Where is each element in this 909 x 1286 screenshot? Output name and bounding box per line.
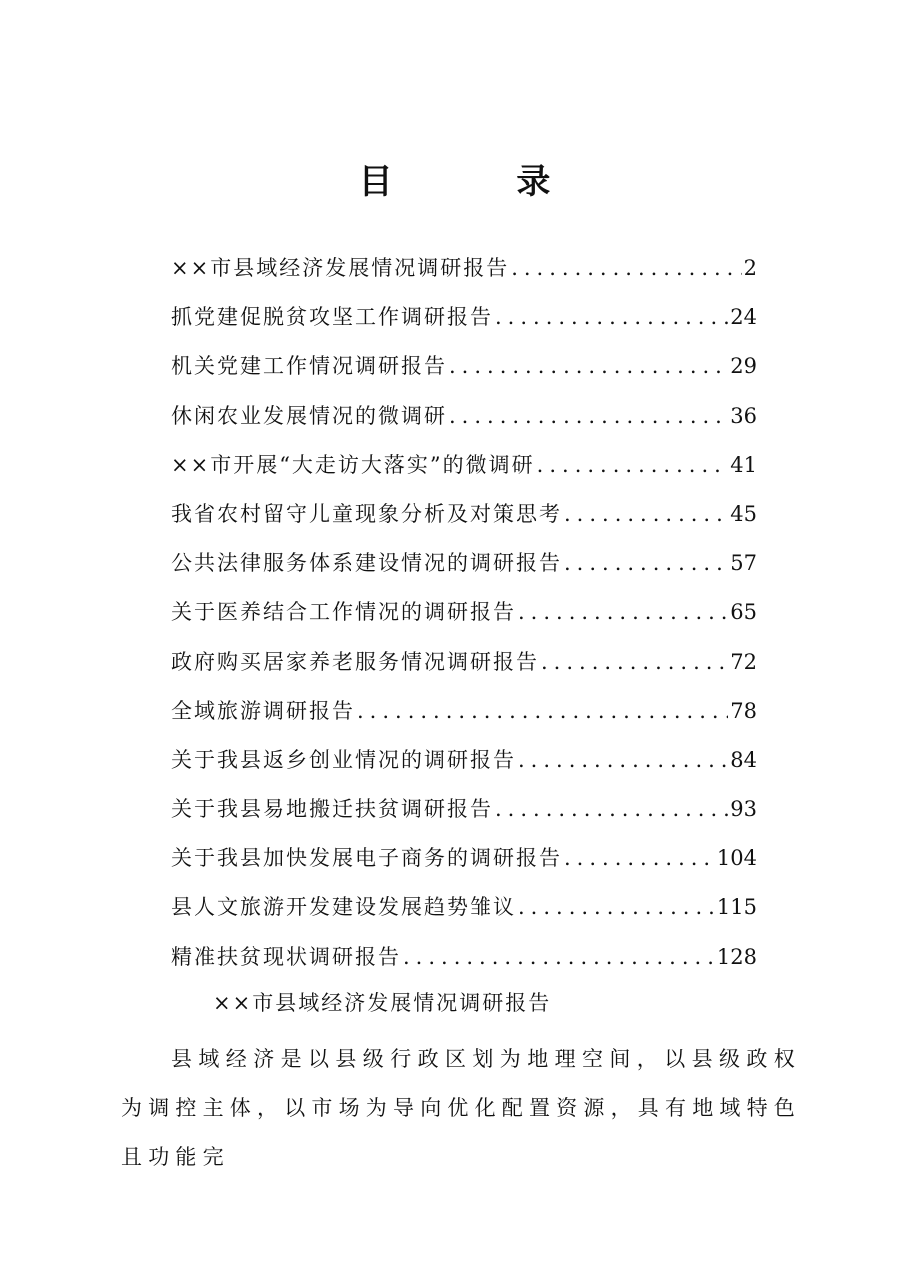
toc-entry-page-number: 57 [730,551,757,576]
toc-entry[interactable] [171,644,757,693]
toc-dot-leader [518,889,715,925]
toc-dot-leader [518,742,728,778]
toc-entry[interactable] [171,889,757,938]
toc-dot-leader [449,398,728,434]
toc-entry[interactable] [171,594,757,643]
toc-entry[interactable] [171,791,757,840]
toc-entry[interactable] [171,398,757,447]
toc-entry-title: 抓党建促脱贫攻坚工作调研报告 [171,305,493,330]
toc-entry-page-number: 45 [730,501,757,526]
toc-entry-title: 关于我县返乡创业情况的调研报告 [171,747,516,772]
toc-entry[interactable] [171,545,757,594]
toc-entry-title: 关于我县易地搬迁扶贫调研报告 [171,797,493,822]
toc-dot-leader [357,693,728,729]
toc-entry[interactable] [171,693,757,742]
toc-dot-leader [511,250,741,286]
toc-entry-page-number: 84 [730,747,757,772]
toc-entry[interactable] [171,840,757,889]
toc-dot-leader [495,299,728,335]
toc-dot-leader [541,644,728,680]
toc-entry-page-number: 78 [730,698,757,723]
toc-entry[interactable] [171,742,757,791]
toc-entry-page-number: 2 [743,256,757,280]
toc-entry-page-number: 115 [716,895,757,920]
toc-entry-title: 全域旅游调研报告 [171,698,355,723]
toc-entry-title: 休闲农业发展情况的微调研 [171,403,447,428]
toc-entry-page-number: 41 [730,452,757,477]
toc-entry-title: 关于我县加快发展电子商务的调研报告 [171,846,562,871]
toc-entry-title: 公共法律服务体系建设情况的调研报告 [171,551,562,576]
toc-entry-page-number: 29 [730,354,757,379]
toc-dot-leader [518,594,728,630]
toc-entry-title: 县人文旅游开发建设发展趋势雏议 [171,895,516,920]
toc-entry-title: ××市开展“大走访大落实”的微调研 [171,452,535,477]
toc-dot-leader [564,496,728,532]
toc-entry[interactable] [171,348,757,397]
toc-entry-title: 机关党建工作情况调研报告 [171,354,447,379]
toc-entry-page-number: 104 [716,846,757,871]
toc-dot-leader [403,939,715,975]
toc-entry[interactable] [171,299,757,348]
toc-entry-page-number: 24 [730,305,757,330]
toc-entry[interactable] [171,250,757,299]
toc-entry-title: 我省农村留守儿童现象分析及对策思考 [171,501,562,526]
toc-entry-page-number: 36 [730,403,757,428]
toc-entry[interactable] [171,496,757,545]
toc-entry-page-number: 93 [730,797,757,822]
toc-dot-leader [495,791,728,827]
toc-entry-title: 精准扶贫现状调研报告 [171,944,401,969]
section-heading: ××市县域经济发展情况调研报告 [213,991,552,1015]
toc-entry-page-number: 72 [730,649,757,674]
toc-entry-title: 关于医养结合工作情况的调研报告 [171,600,516,625]
toc-dot-leader [564,840,715,876]
toc-entry-title: ××市县域经济发展情况调研报告 [171,256,510,280]
toc-entry-page-number: 65 [730,600,757,625]
toc-entry-page-number: 128 [716,944,757,969]
toc-entry[interactable] [171,939,757,988]
toc-dot-leader [449,348,728,384]
toc-entry-title: 政府购买居家养老服务情况调研报告 [171,649,539,674]
toc-title: 目 录 [358,162,607,202]
toc-list [171,250,757,988]
toc-entry[interactable] [171,447,757,496]
toc-dot-leader [564,545,728,581]
toc-dot-leader [537,447,729,483]
body-paragraph: 县域经济是以县级行政区划为地理空间，以县级政权为调控主体，以市场为导向优化配置资源，具有地域特色且功能完 [121,1047,801,1169]
